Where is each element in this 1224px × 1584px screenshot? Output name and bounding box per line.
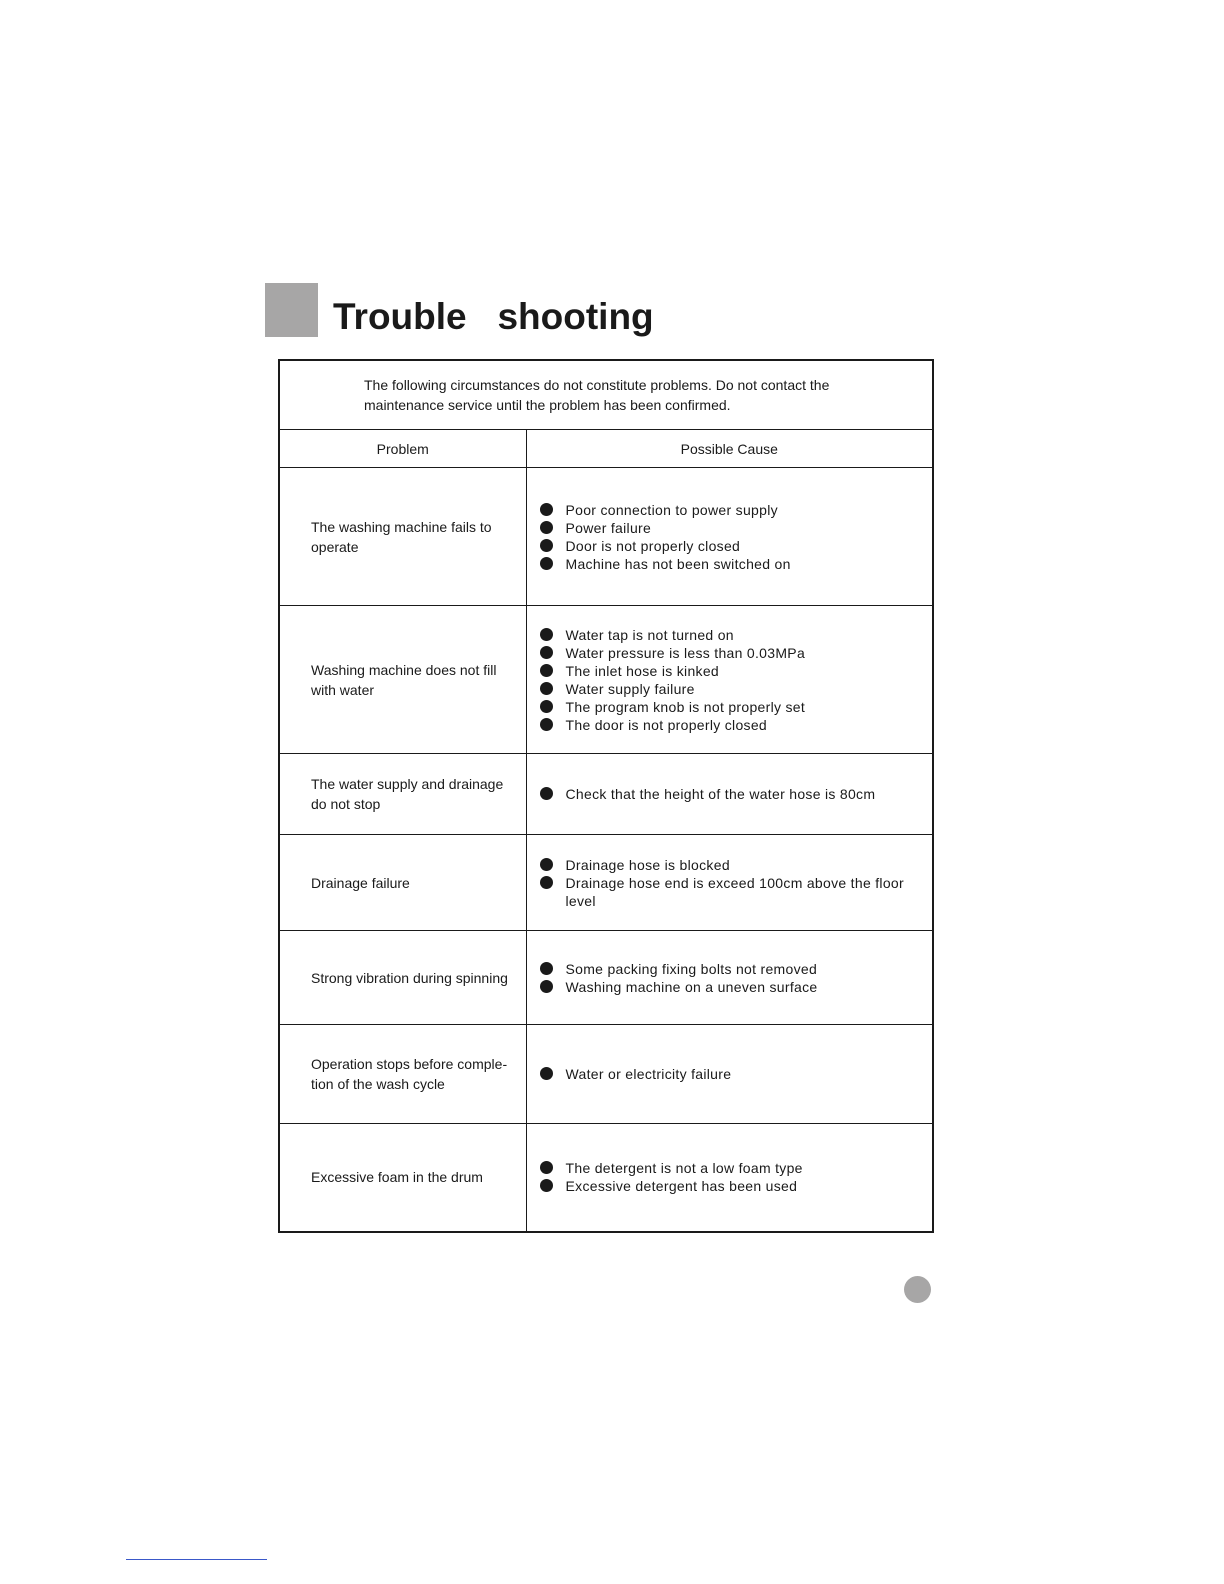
cause-list [527, 626, 933, 734]
cause-list [527, 785, 933, 803]
cause-item: The door is not properly closed [539, 716, 933, 734]
cause-item: Drainage hose end is exceed 100cm above the floor level [539, 874, 933, 910]
cause-item: The inlet hose is kinked [539, 662, 933, 680]
cause-item: Water or electricity failure [539, 1065, 933, 1083]
table-row [279, 1124, 933, 1232]
cause-list [527, 856, 933, 910]
bullet-icon [540, 700, 553, 713]
bullet-icon [540, 718, 553, 731]
cause-item: The detergent is not a low foam type [539, 1159, 933, 1177]
bullet-icon [540, 557, 553, 570]
page-number-dot [904, 1276, 931, 1303]
cause-item: The program knob is not properly set [539, 698, 933, 716]
cause-list [527, 1159, 933, 1195]
cause-list [527, 1065, 933, 1083]
cause-item: Water tap is not turned on [539, 626, 933, 644]
bullet-icon [540, 980, 553, 993]
problem-cell: Washing machine does not fill with water [279, 606, 526, 754]
page-title: Trouble shooting [333, 296, 654, 337]
problem-cell: Operation stops before comple-tion of the wash cycle [279, 1025, 526, 1124]
bullet-icon [540, 858, 553, 871]
bullet-icon [540, 503, 553, 516]
cause-list [527, 501, 933, 573]
cause-cell [526, 1025, 933, 1124]
cause-cell [526, 468, 933, 606]
cause-cell [526, 1124, 933, 1232]
bullet-icon [540, 1161, 553, 1174]
cause-item: Poor connection to power supply [539, 501, 933, 519]
table-row [279, 606, 933, 754]
cause-item: Power failure [539, 519, 933, 537]
cause-cell [526, 606, 933, 754]
cause-item: Drainage hose is blocked [539, 856, 933, 874]
footer-line [126, 1559, 267, 1560]
problem-cell: Strong vibration during spinning [279, 931, 526, 1025]
cause-item: Some packing fixing bolts not removed [539, 960, 933, 978]
problem-cell: Excessive foam in the drum [279, 1124, 526, 1232]
bullet-icon [540, 787, 553, 800]
cause-item: Check that the height of the water hose is 80cm [539, 785, 933, 803]
cause-list [527, 960, 933, 996]
troubleshooting-table [278, 359, 934, 1233]
cause-item: Water pressure is less than 0.03MPa [539, 644, 933, 662]
problem-cell: Drainage failure [279, 835, 526, 931]
cause-item: Door is not properly closed [539, 537, 933, 555]
table-row [279, 1025, 933, 1124]
table-row [279, 468, 933, 606]
bullet-icon [540, 962, 553, 975]
title-marker [265, 283, 318, 337]
cause-cell [526, 754, 933, 835]
cause-cell [526, 931, 933, 1025]
bullet-icon [540, 1067, 553, 1080]
cause-item: Washing machine on a uneven surface [539, 978, 933, 996]
bullet-icon [540, 876, 553, 889]
bullet-icon [540, 1179, 553, 1192]
bullet-icon [540, 539, 553, 552]
table-row [279, 835, 933, 931]
header-problem: Problem [279, 430, 526, 468]
table-row [279, 931, 933, 1025]
cause-item: Water supply failure [539, 680, 933, 698]
bullet-icon [540, 646, 553, 659]
bullet-icon [540, 664, 553, 677]
cause-cell [526, 835, 933, 931]
intro-text: The following circumstances do not constitute problems. Do not contact the maintenance service until the problem has been confirmed. [364, 377, 830, 413]
bullet-icon [540, 628, 553, 641]
header-cause: Possible Cause [526, 430, 933, 468]
cause-item: Excessive detergent has been used [539, 1177, 933, 1195]
bullet-icon [540, 682, 553, 695]
table-row [279, 754, 933, 835]
problem-cell: The washing machine fails to operate [279, 468, 526, 606]
problem-cell: The water supply and drainage do not stop [279, 754, 526, 835]
cause-item: Machine has not been switched on [539, 555, 933, 573]
bullet-icon [540, 521, 553, 534]
intro-cell [279, 360, 933, 430]
